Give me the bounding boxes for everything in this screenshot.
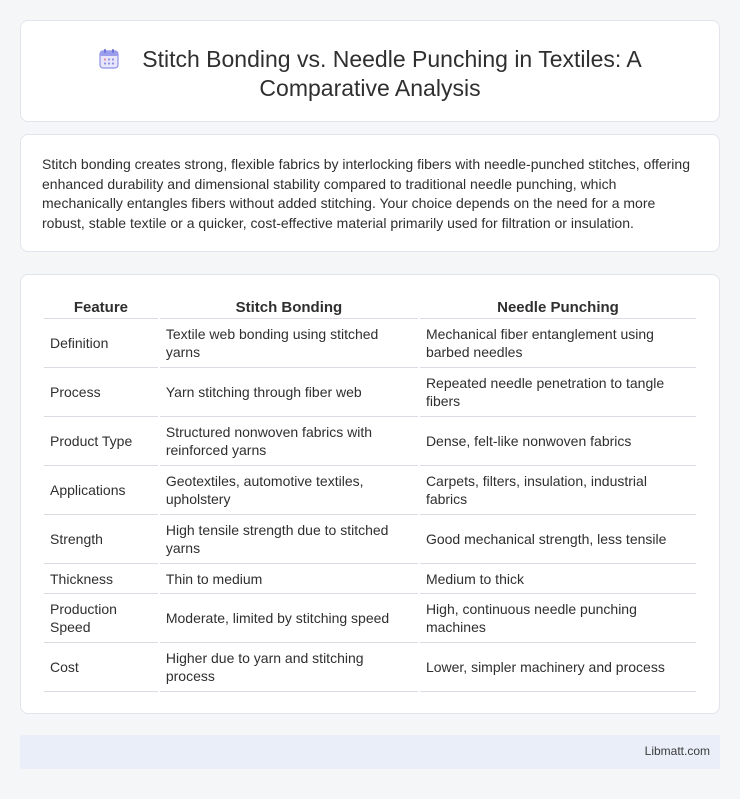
feature-cell: Cost [44,643,158,692]
header-needle-punching: Needle Punching [420,297,696,319]
page-title: Stitch Bonding vs. Needle Punching in Textiles: A Comparative Analysis [142,46,642,101]
stitch-bonding-cell: High tensile strength due to stitched yarns [160,515,418,564]
feature-cell: Product Type [44,417,158,466]
feature-cell: Strength [44,515,158,564]
stitch-bonding-cell: Textile web bonding using stitched yarns [160,319,418,368]
footer-bar [20,735,720,769]
table-row [44,368,696,417]
feature-cell: Thickness [44,564,158,594]
comparison-table [42,297,698,692]
header-feature: Feature [44,297,158,319]
page-title-row [21,45,719,103]
needle-punching-cell: High, continuous needle punching machines [420,594,696,643]
table-row [44,417,696,466]
table-row [44,319,696,368]
needle-punching-cell: Medium to thick [420,564,696,594]
header-stitch-bonding: Stitch Bonding [160,297,418,319]
stitch-bonding-cell: Yarn stitching through fiber web [160,368,418,417]
summary-card [20,134,720,252]
table-row [44,643,696,692]
footer-brand-link[interactable]: Libmatt.com [644,744,710,758]
summary-text: Stitch bonding creates strong, flexible fabrics by interlocking fibers with needle-punched stitches, offering enhanced durability and dimensional stability compared to traditional needle punching, which mechanically entangles fibers without added stitching. Your choice depends on the need for a more robust, stable textile or a quicker, cost-effective material primarily used for filtration or insulation. [42,156,690,231]
stitch-bonding-cell: Geotextiles, automotive textiles, upholstery [160,466,418,515]
needle-punching-cell: Dense, felt-like nonwoven fabrics [420,417,696,466]
stitch-bonding-cell: Higher due to yarn and stitching process [160,643,418,692]
table-row [44,515,696,564]
feature-cell: Process [44,368,158,417]
stitch-bonding-cell: Moderate, limited by stitching speed [160,594,418,643]
stitch-bonding-cell: Structured nonwoven fabrics with reinforced yarns [160,417,418,466]
table-row [44,466,696,515]
needle-punching-cell: Mechanical fiber entanglement using barbed needles [420,319,696,368]
table-row [44,564,696,594]
stitch-bonding-cell: Thin to medium [160,564,418,594]
needle-punching-cell: Good mechanical strength, less tensile [420,515,696,564]
needle-punching-cell: Repeated needle penetration to tangle fibers [420,368,696,417]
table-row [44,594,696,643]
needle-punching-cell: Carpets, filters, insulation, industrial fabrics [420,466,696,515]
feature-cell: Production Speed [44,594,158,643]
feature-cell: Applications [44,466,158,515]
feature-cell: Definition [44,319,158,368]
calendar-icon [98,48,120,70]
table-header-row [44,297,696,319]
comparison-table-card [20,274,720,714]
needle-punching-cell: Lower, simpler machinery and process [420,643,696,692]
title-card [20,20,720,122]
